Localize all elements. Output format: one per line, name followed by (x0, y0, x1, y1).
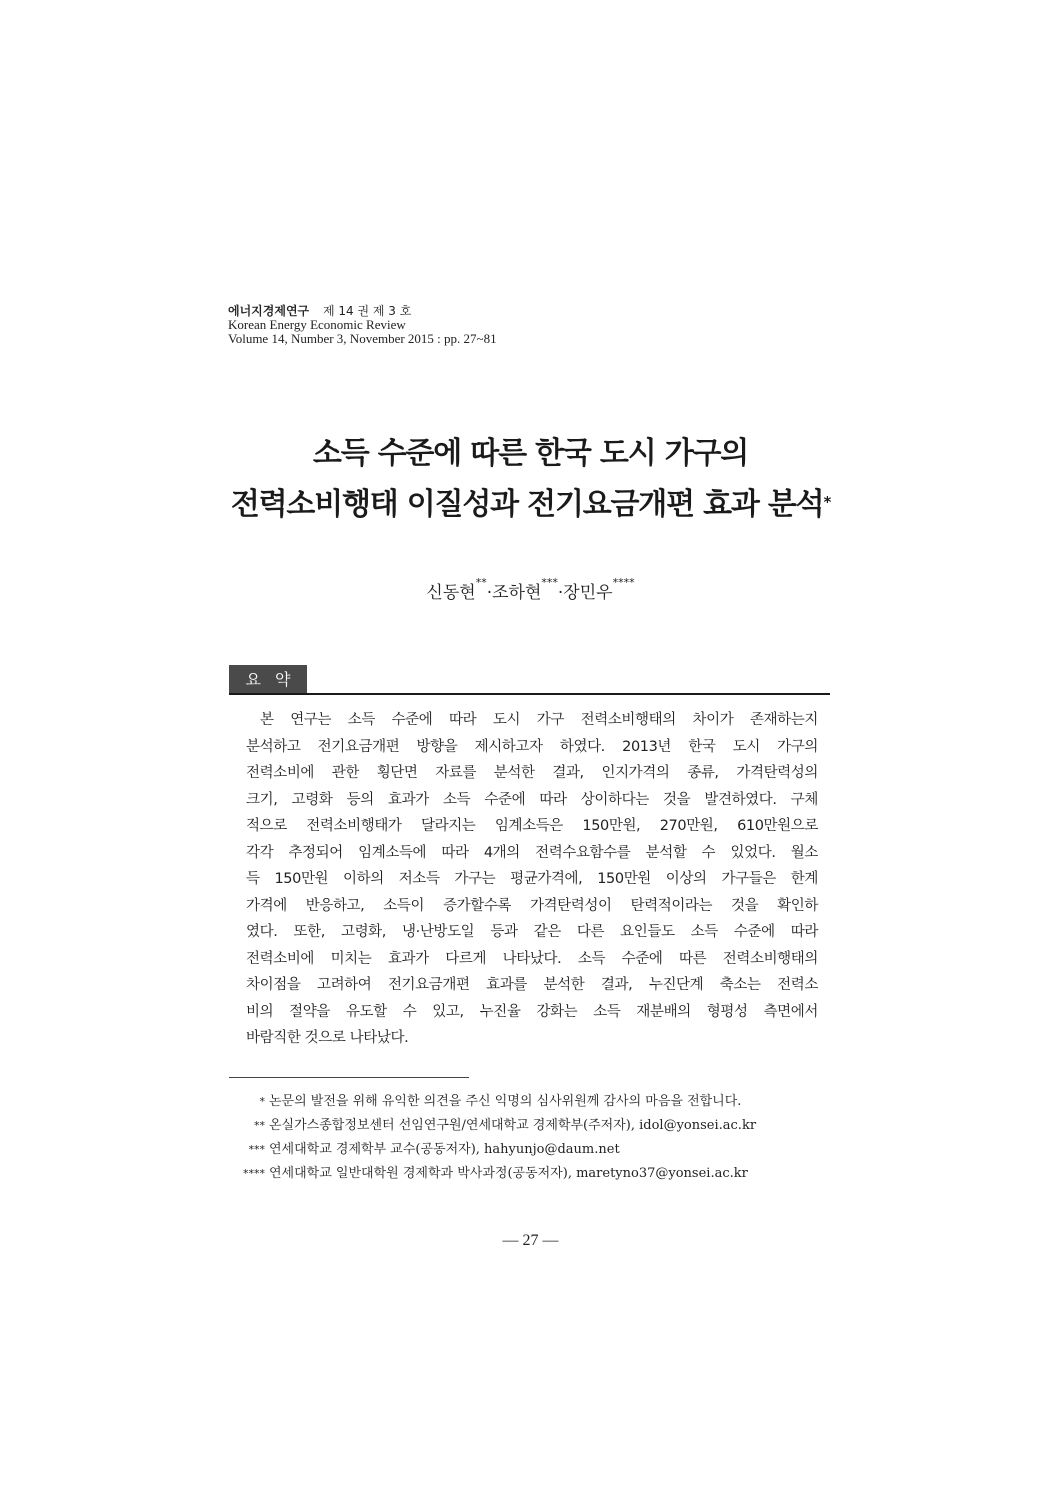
author-list (0, 578, 1061, 603)
journal-name-en: Korean Energy Economic Review (228, 317, 406, 332)
abstract-line: 전력소비에 관한 횡단면 자료를 분석한 결과, 인지가격의 종류, 가격탄력성의 (246, 765, 818, 781)
footnote-text: 연세대학교 일반대학원 경제학과 박사과정(공동저자), maretyno37@yonsei.ac.kr (269, 1166, 748, 1181)
footnote (229, 1114, 830, 1138)
author-name: 장민우 (563, 583, 613, 603)
footnote-mark: ** (254, 1119, 265, 1132)
footnote-text: 온실가스종합정보센터 선임연구원/연세대학교 경제학부(주저자), idol@yonsei.ac.kr (269, 1118, 757, 1133)
abstract-line: 였다. 또한, 고령화, 냉·난방도일 등과 같은 다른 요인들도 소득 수준에 따라 (246, 924, 818, 940)
abstract-line: 가격에 반응하고, 소득이 증가할수록 가격탄력성이 탄력적이라는 것을 확인하 (246, 897, 818, 914)
footnote (229, 1162, 830, 1186)
paper-title (0, 428, 1061, 530)
journal-issue-en: Volume 14, Number 3, November 2015 : pp. 27~81 (228, 331, 497, 346)
footnote-divider (229, 1077, 469, 1078)
abstract-line: 각각 추정되어 임계소득에 따라 4개의 전력수요함수를 분석할 수 있었다. 월소 (246, 844, 818, 861)
author-separator: · (557, 583, 564, 603)
author-mark: *** (541, 576, 558, 589)
abstract-line: 크기, 고령화 등의 효과가 소득 수준에 따라 상이하다는 것을 발견하였다. 구체 (246, 791, 818, 808)
journal-name-ko: 에너지경제연구 (228, 304, 310, 318)
footnote-mark: * (259, 1095, 265, 1108)
author-separator: · (486, 583, 493, 603)
author-name: 신동현 (426, 583, 476, 603)
footnote-text: 연세대학교 경제학부 교수(공동저자), hahyunjo@daum.net (269, 1142, 620, 1157)
journal-volume-ko: 제 14 권 제 3 호 (322, 304, 412, 318)
abstract-body (246, 707, 818, 1052)
page-number: — 27 — (502, 1232, 559, 1249)
author-mark: ** (475, 576, 487, 589)
abstract-line: 차이점을 고려하여 전기요금개편 효과를 분석한 결과, 누진단계 축소는 전력소 (246, 977, 818, 993)
abstract-line: 바람직한 것으로 나타났다. (246, 1030, 409, 1046)
abstract-line: 득 150만원 이하의 저소득 가구는 평균가격에, 150만원 이상의 가구들은 한계 (246, 871, 818, 887)
footnote-mark: *** (248, 1143, 265, 1156)
abstract-line: 분석하고 전기요금개편 방향을 제시하고자 하였다. 2013년 한국 도시 가구의 (246, 738, 818, 755)
footnote (229, 1138, 830, 1162)
abstract-divider (229, 693, 830, 695)
title-line-1: 소득 수준에 따른 한국 도시 가구의 (312, 436, 749, 471)
abstract-line: 적으로 전력소비행태가 달라지는 임계소득은 150만원, 270만원, 610만원으로 (246, 818, 818, 834)
footnote-mark: **** (243, 1167, 265, 1180)
author-mark: **** (612, 576, 635, 589)
abstract-line: 비의 절약을 유도할 수 있고, 누진율 강화는 소득 재분배의 형평성 측면에서 (246, 1003, 818, 1020)
title-line-2: 전력소비행태 이질성과 전기요금개편 효과 분석 (230, 487, 824, 522)
footnote (229, 1090, 830, 1114)
abstract-line: 전력소비에 미치는 효과가 다르게 나타났다. 소득 수준에 따른 전력소비행태의 (246, 950, 818, 967)
footnotes (229, 1090, 830, 1186)
abstract-line: 본 연구는 소득 수준에 따라 도시 가구 전력소비행태의 차이가 존재하는지 (260, 712, 818, 728)
author-name: 조하현 (492, 583, 542, 603)
abstract-heading: 요약 (229, 665, 307, 695)
footnote-text: 논문의 발전을 위해 유익한 의견을 주신 익명의 심사위원께 감사의 마음을 전합니다. (269, 1094, 742, 1109)
journal-header (228, 304, 497, 346)
title-footnote-mark: * (823, 493, 831, 511)
